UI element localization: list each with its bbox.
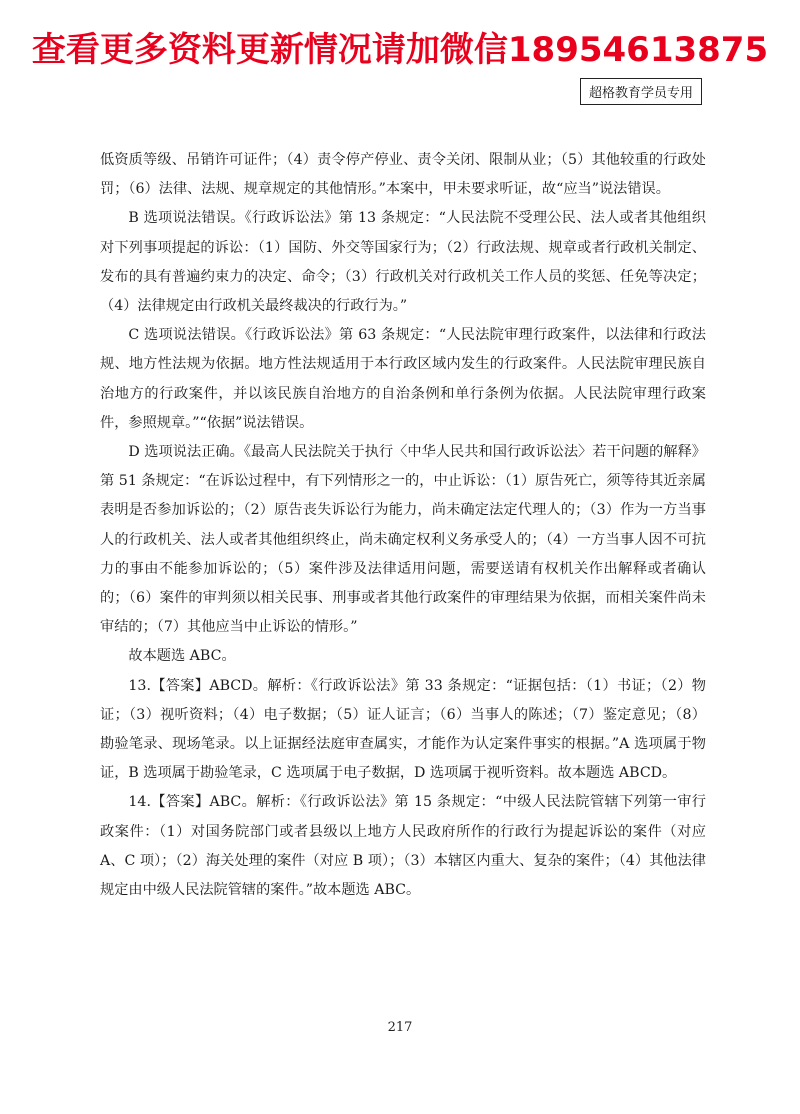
paragraph-question-14: 14.【答案】ABC。解析：《行政诉讼法》第 15 条规定：“中级人民法院管辖下列第一审行政案件：（1）对国务院部门或者县级以上地方人民政府所作的行政行为提起诉讼的案件（对应 A、C 项）；（2）海关处理的案件（对应 B 项）；（3）本辖区内重大、复杂的案件；（4）其他法律规定由中级人民法院管辖的案件。”故本题选 ABC。 (100, 794, 706, 899)
paragraph-continuation: 低资质等级、吊销许可证件；（4）责令停产停业、责令关闭、限制从业；（5）其他较重的行政处罚；（6）法律、法规、规章规定的其他情形。”本案中，甲未要求听证，故“应当”说法错误。 (100, 152, 706, 198)
paragraph-option-d: D 选项说法正确。《最高人民法院关于执行〈中华人民共和国行政诉讼法〉若干问题的解释》第 51 条规定：“在诉讼过程中，有下列情形之一的，中止诉讼：（1）原告死亡，须等待其近亲属表明是否参加诉讼的；（2）原告丧失诉讼行为能力，尚未确定法定代理人的；（3）作为一方当事人的行政机关、法人或者其他组织终止，尚未确定权利义务承受人的；（4）一方当事人因不可抗力的事由不能参加诉讼的；（5）案件涉及法律适用问题，需要送请有权机关作出解释或者确认的；（6）案件的审判须以相关民事、刑事或者其他行政案件的审理结果为依据，而相关案件尚未审结的；（7）其他应当中止诉讼的情形。” (100, 444, 706, 636)
student-only-badge: 超格教育学员专用 (580, 78, 702, 105)
paragraph-option-c: C 选项说法错误。《行政诉讼法》第 63 条规定：“人民法院审理行政案件，以法律和行政法规、地方性法规为依据。地方性法规适用于本行政区域内发生的行政案件。人民法院审理民族自治地方的行政案件，并以该民族自治地方的自治条例和单行条例为依据。人民法院审理行政案件，参照规章。”“依据”说法错误。 (100, 327, 706, 431)
paragraph-question-13: 13.【答案】ABCD。解析：《行政诉讼法》第 33 条规定：“证据包括：（1）书证；（2）物证；（3）视听资料；（4）电子数据；（5）证人证言；（6）当事人的陈述；（7）鉴定意见；（8）勘验笔录、现场笔录。以上证据经法庭审查属实，才能作为认定案件事实的根据。”A 选项属于物证，B 选项属于勘验笔录，C 选项属于电子数据，D 选项属于视听资料。故本题选 ABCD。 (100, 677, 706, 782)
page-content (100, 146, 706, 905)
page-number: 217 (387, 1020, 413, 1035)
watermark-banner: 查看更多资料更新情况请加微信18954613875 (31, 30, 769, 70)
paragraph-answer-12: 故本题选 ABC。 (128, 648, 236, 665)
paragraph-option-b: B 选项说法错误。《行政诉讼法》第 13 条规定：“人民法院不受理公民、法人或者其他组织对下列事项提起的诉讼：（1）国防、外交等国家行为；（2）行政法规、规章或者行政机关制定、发布的具有普遍约束力的决定、命令；（3）行政机关对行政机关工作人员的奖惩、任免等决定；（4）法律规定由行政机关最终裁决的行政行为。” (100, 210, 706, 315)
